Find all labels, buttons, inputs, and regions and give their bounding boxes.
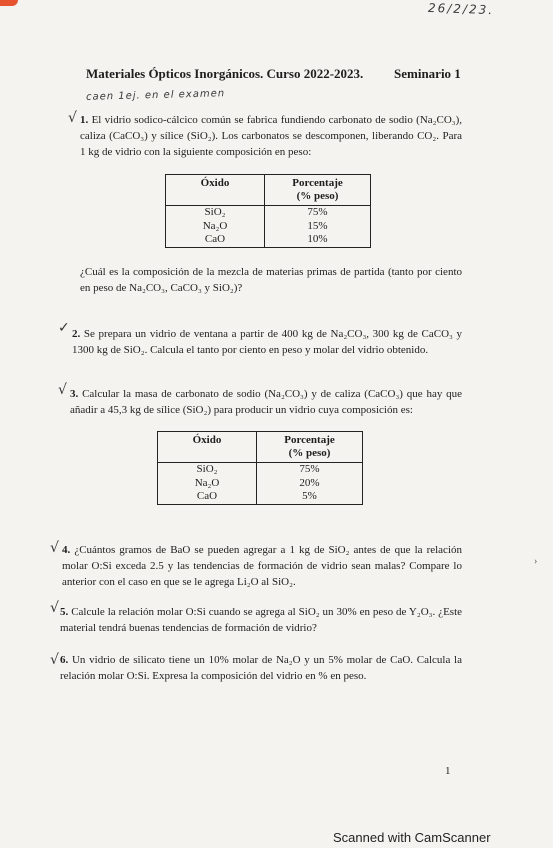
table-cell: 75%	[257, 463, 363, 477]
table-cell: SiO₂	[166, 206, 265, 220]
check-mark-icon: √	[50, 652, 59, 668]
question-text: Calcule la relación molar O:Si cuando se agrega al SiO₂ un 30% en peso de Y₂O₃. ¿Este material tendrá buenas tendencias de formación de vidrio?	[60, 606, 463, 634]
check-mark-icon: √	[50, 600, 59, 616]
table-cell: 15%	[265, 220, 371, 234]
table-row	[166, 220, 371, 234]
check-mark-icon: √	[68, 110, 77, 126]
page-number: 1	[445, 765, 451, 777]
question-number: 6.	[60, 654, 69, 666]
table-cell: 10%	[265, 233, 371, 247]
table-cell: Na₂O	[158, 477, 257, 491]
table-row	[166, 206, 371, 220]
question-number: 3.	[70, 388, 79, 400]
table-header-oxide: Óxido	[158, 432, 257, 463]
table-row	[158, 477, 363, 491]
question-3	[70, 386, 462, 418]
table-header-percent-label: Porcentaje	[292, 177, 343, 189]
question-1	[80, 112, 462, 160]
table-row	[158, 490, 363, 504]
question-6	[60, 652, 462, 684]
scan-corner-mark	[0, 0, 18, 6]
table-row	[158, 463, 363, 477]
table-cell: 20%	[257, 477, 363, 491]
table-header-percent	[265, 175, 371, 206]
table-cell: SiO₂	[158, 463, 257, 477]
margin-mark: ›	[534, 556, 538, 567]
table-cell: 75%	[265, 206, 371, 220]
seminar-label: Seminario 1	[394, 66, 461, 81]
table-row	[166, 233, 371, 247]
question-text: Un vidrio de silicato tiene un 10% molar de Na₂O y un 5% molar de CaO. Calcula la relación molar O:Si. Expresa la composición del vidrio en % en peso.	[60, 654, 462, 682]
handwritten-date: 26/2/23.	[427, 0, 495, 18]
table-header-oxide: Óxido	[166, 175, 265, 206]
question-number: 5.	[60, 606, 69, 618]
table-cell: 5%	[257, 490, 363, 504]
table-header-percent-label: Porcentaje	[284, 434, 335, 446]
question-number: 4.	[62, 544, 71, 556]
question-text: El vidrio sodico-cálcico común se fabrica fundiendo carbonato de sodio (Na₂CO₃), caliza (CaCO₃) y sílice (SiO₂). Los carbonatos se descomponen, liberando CO₂. Para 1 kg de vidrio con la siguiente composición en peso:	[80, 114, 463, 158]
question-text: ¿Cuántos gramos de BaO se pueden agregar a 1 kg de SiO₂ antes de que la relación molar O:Si exceda 2.5 y las tendencias de formación de vidrio sean malas? Compare lo anterior con el caso en que se le agrega Li₂O al SiO₂.	[62, 544, 462, 588]
question-number: 1.	[80, 114, 89, 126]
check-mark-icon: √	[58, 382, 67, 398]
question-5	[60, 604, 462, 636]
question-1-followup: ¿Cuál es la composición de la mezcla de materias primas de partida (tanto por ciento en peso de Na₂CO₃, CaCO₃ y SiO₂)?	[80, 266, 462, 294]
table-header-percent-unit: (% peso)	[288, 447, 331, 459]
table-cell: CaO	[158, 490, 257, 504]
composition-table-2	[157, 431, 363, 505]
composition-table-1	[165, 174, 371, 248]
scanner-watermark: Scanned with CamScanner	[333, 830, 491, 845]
question-2	[72, 326, 462, 358]
question-text: Calcular la masa de carbonato de sodio (Na₂CO₃) y de caliza (CaCO₃) que hay que añadir a 45,3 kg de sílice (SiO₂) para producir un vidrio cuya composición es:	[70, 388, 463, 416]
table-header-percent-unit: (% peso)	[296, 190, 339, 202]
check-mark-icon: √	[50, 540, 59, 556]
table-header-percent	[257, 432, 363, 463]
question-4	[62, 542, 462, 590]
handwritten-note: caen 1ej. en el examen	[85, 88, 226, 103]
document-title: Materiales Ópticos Inorgánicos. Curso 2022-2023.	[86, 66, 364, 81]
check-mark-icon: ✓	[58, 320, 70, 336]
table-cell: CaO	[166, 233, 265, 247]
question-number: 2.	[72, 328, 81, 340]
table-cell: Na₂O	[166, 220, 265, 234]
question-text: Se prepara un vidrio de ventana a partir de 400 kg de Na₂CO₃, 300 kg de CaCO₃ y 1300 kg de SiO₂. Calcula el tanto por ciento en peso y molar del vidrio obtenido.	[72, 328, 463, 356]
